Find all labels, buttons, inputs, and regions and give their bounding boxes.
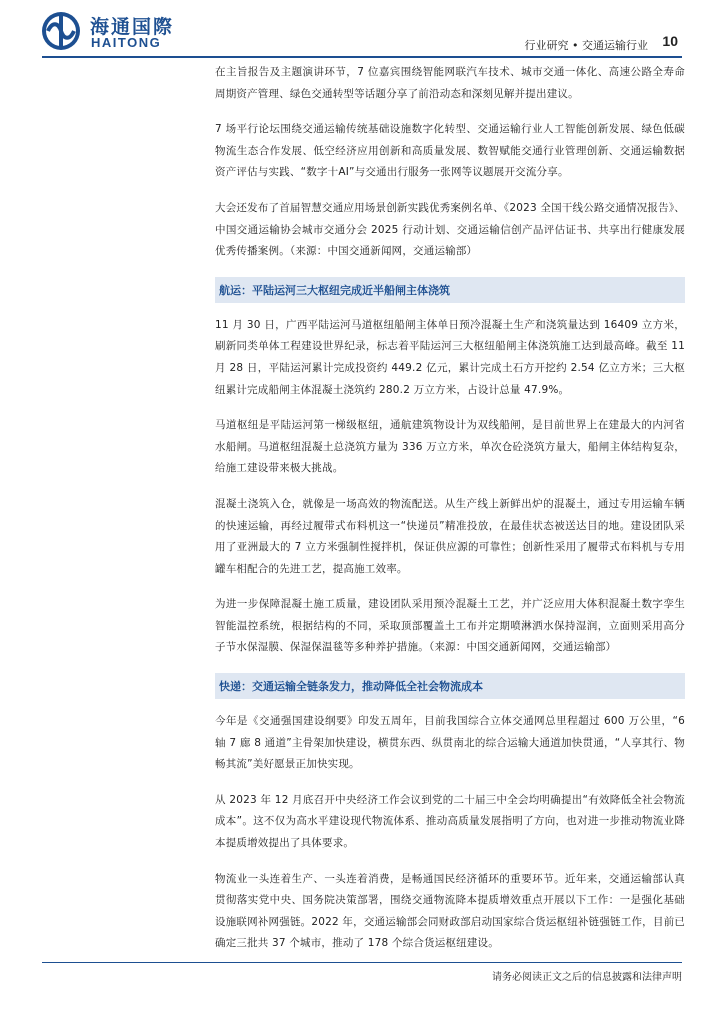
logo-english-text: HAITONG [91,35,162,50]
main-content [215,62,685,969]
paragraph: 混凝土浇筑入仓，就像是一场高效的物流配送。从生产线上新鲜出炉的混凝土，通过专用运输车辆的快速运输，再经过履带式布料机这一“快递员”精准投放，在最佳状态被送达目的地。建设团队采用了亚洲最大的 7 立方米强制性搅拌机，保证供应源的可靠性；创新性采用了履带式布料机与专用罐车相配合的先进工艺，提高施工效率。 [215,497,685,575]
section-heading-text: 快递：交通运输全链条发力，推动降低全社会物流成本 [219,680,483,694]
logo-chinese-text: 海通国際 [90,16,175,38]
footer-disclaimer: 请务必阅读正文之后的信息披露和法律声明 [492,972,682,983]
haitong-emblem-icon [40,10,84,52]
section-heading-shipping [215,277,685,303]
report-category: 行业研究 • 交通运输行业 [524,39,648,52]
page-number: 10 [662,33,678,49]
section-heading-text: 航运：平陆运河三大枢纽完成近半船闸主体浇筑 [219,283,450,297]
paragraph: 在主旨报告及主题演讲环节，7 位嘉宾围绕智能网联汽车技术、城市交通一体化、高速公路全寿命周期资产管理、绿色交通转型等话题分享了前沿动态和深刻见解并提出建议。 [215,66,685,100]
haitong-logo [40,10,200,52]
paragraph: 为进一步保障混凝土施工质量，建设团队采用预冷混凝土工艺，并广泛应用大体积混凝土数字孪生智能温控系统，根据结构的不同，采取顶部覆盖土工布并定期喷淋洒水保持湿润，立面则采用高分子节水保湿膜、保湿保温毯等多种养护措施。（来源：中国交通新闻网，交通运输部） [215,598,685,654]
paragraph: 从 2023 年 12 月底召开中央经济工作会议到党的二十届三中全会均明确提出“有效降低全社会物流成本”。这不仅为高水平建设现代物流体系、推动高质量发展指明了方向，也对进一步推动物流业降本提质增效提出了具体要求。 [215,793,685,850]
page-header [0,0,724,60]
footer-divider [42,962,682,963]
paragraph: 7 场平行论坛围绕交通运输传统基础设施数字化转型、交通运输行业人工智能创新发展、绿色低碳物流生态合作发展、低空经济应用创新和高质量发展、数智赋能交通行业管理创新、交通运输数据资产评估与实践、“数字十AI”与交通出行服务一张网等议题展开交流分享。 [215,123,685,179]
paragraph: 11 月 30 日，广西平陆运河马道枢纽船闸主体单日预冷混凝土生产和浇筑量达到 16409 立方米，刷新同类单体工程建设世界纪录，标志着平陆运河三大枢纽船闸主体浇筑施工达到最高峰。截至 11 月 28 日，平陆运河累计完成投资约 449.2 亿元，累计完成土石方开挖约 2.54 亿立方米；三大枢纽累计完成船闸主体混凝土浇筑约 280.2 万立方米，占设计总量 47.9%。 [215,318,685,396]
header-divider [42,56,682,58]
section-heading-express [215,673,685,699]
paragraph: 物流业一头连着生产、一头连着消费，是畅通国民经济循环的重要环节。近年来，交通运输部认真贯彻落实党中央、国务院决策部署，围绕交通物流降本提质增效重点开展以下工作：一是强化基础设施联网补网强链。2022 年，交通运输部会同财政部启动国家综合货运枢纽补链强链工作，目前已确定三批共 37 个城市，推动了 178 个综合货运枢纽建设。 [215,872,685,950]
paragraph: 马道枢纽是平陆运河第一梯级枢纽，通航建筑物设计为双线船闸，是目前世界上在建最大的内河省水船闸。马道枢纽混凝土总浇筑方量为 336 万立方米，单次仓砼浇筑方量大，船闸主体结构复杂，给施工建设带来极大挑战。 [215,419,685,475]
paragraph: 今年是《交通强国建设纲要》印发五周年，目前我国综合立体交通网总里程超过 600 万公里，“6 轴 7 廊 8 通道”主骨架加快建设，横贯东西、纵贯南北的综合运输大通道加快贯通，“人享其行、物畅其流”美好愿景正加快实现。 [215,715,685,771]
paragraph: 大会还发布了首届智慧交通应用场景创新实践优秀案例名单、《2023 全国干线公路交通情况报告》、中国交通运输协会城市交通分会 2025 行动计划、交通运输信创产品评估证书、共享出行健康发展优秀传播案例。（来源：中国交通新闻网，交通运输部） [215,201,685,258]
